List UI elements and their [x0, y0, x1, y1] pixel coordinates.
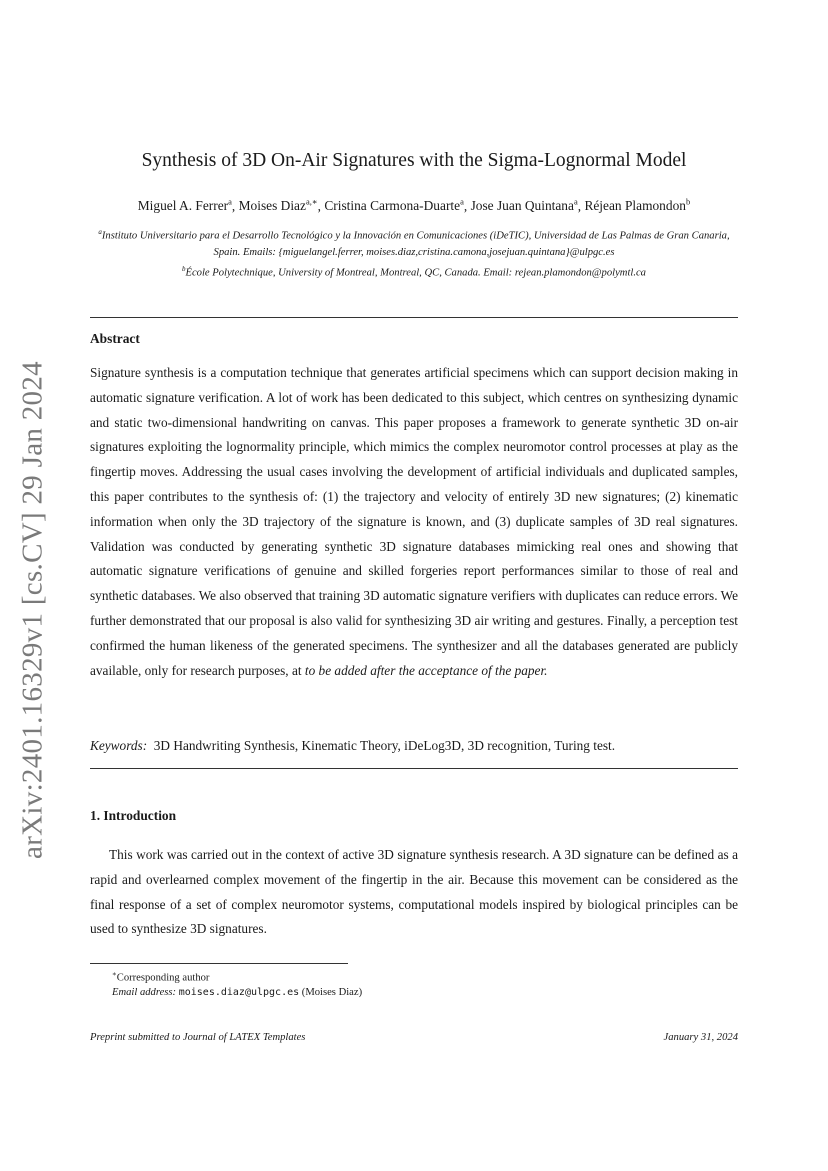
author: Moises Diaz$^{a,∗}$ — [238, 197, 318, 214]
introduction-text: This work was carried out in the context of active 3D signature synthesis research. A 3D signature can be defined as a rapid and overlearned complex movement of the fingertip in the air. Because this movement can be considered as the final response of a set of complex neuromotor systems, computational models inspired by biological principles can be used to synthesize 3D signatures. — [90, 847, 738, 937]
footnote-rule — [90, 963, 348, 964]
keywords-text: 3D Handwriting Synthesis, Kinematic Theory, iDeLog3D, 3D recognition, Turing test. — [153, 738, 616, 753]
affiliation-b: $^b$École Polytechnique, University of Montreal, Montreal, QC, Canada. Email: rejean.plamondon@polymtl.ca — [182, 264, 646, 279]
footer-date: January 31, 2024 — [663, 1032, 738, 1043]
abstract-text: Signature synthesis is a computation technique that generates artificial specimens which can support decision making in automatic signature verification. A lot of work has been dedicated to this subject, which centres on synthesizing dynamic and static two-dimensional handwriting on canvas. This paper proposes a framework to generate synthetic 3D on-air signatures exploiting the lognormality principle, which mimics the complex neuromotor control processes at play as the fingertip moves. Addressing the usual cases involving the development of artificial individuals and duplicated samples, this paper contributes to the synthesis of: (1) the trajectory and velocity of entirely 3D new signatures; (2) kinematic information when only the 3D trajectory of the signature is known, and (3) duplicate samples of 3D real signatures. Validation was conducted by generating synthetic 3D signature databases mimicking real ones and showing that automatic signature verifications of genuine and skilled forgeries report performances similar to those of real and synthetic databases. We also observed that training 3D automatic signature verifiers with duplicates can reduce errors. We further demonstrated that our proposal is also valid for synthesizing 3D air writing and gestures. Finally, a perception test confirmed the human likeness of the generated specimens. The synthesizer and all the databases generated are publicly available, only for research purposes, at to be added after the acceptance of the paper. — [90, 365, 738, 678]
author: Cristina Carmona-Duarte$^a$ — [324, 197, 464, 214]
author: Réjean Plamondon$^b$ — [584, 197, 691, 214]
affiliation-a: $^a$Instituto Universitario para el Desarrollo Tecnológico y la Innovación en Comunicaciones (iDeTIC), Universidad de Las Palmas de Gran Canaria, Spain. Emails: {miguelangel.ferrer, moises.diaz,cristina.camona,josejuan.quintana}@ulpgc.es — [98, 228, 730, 258]
paper-title: Synthesis of 3D On-Air Signatures with the Sigma-Lognormal Model — [141, 150, 687, 171]
author: Miguel A. Ferrer$^a$ — [137, 197, 232, 214]
email-link[interactable]: moises.diaz@ulpgc.es — [178, 987, 300, 999]
divider — [90, 768, 738, 769]
divider — [90, 317, 738, 318]
arxiv-identifier — [16, 361, 49, 859]
arxiv-identifier-text: arXiv:2401.16329v1 [cs.CV] 29 Jan 2024 — [16, 361, 49, 859]
affiliations — [90, 224, 738, 281]
keywords-label: Keywords: — [90, 738, 148, 753]
abstract-heading: Abstract — [90, 331, 140, 346]
keywords — [90, 738, 615, 754]
author-list: Miguel A. Ferrer$^a$, Moises Diaz$^{a,∗}$, Cristina Carmona-Duarte$^a$, Jose Juan Quintana$^a$, Réjean Plamondon$^b$ — [137, 197, 691, 214]
footnote: ∗Corresponding author Email address: moises.diaz@ulpgc.es (Moises Diaz) — [112, 970, 363, 999]
section-heading-introduction: 1. Introduction — [90, 808, 177, 823]
author: Jose Juan Quintana$^a$ — [470, 197, 578, 214]
footer-journal: Preprint submitted to Journal of LATEX Templates — [90, 1032, 306, 1043]
